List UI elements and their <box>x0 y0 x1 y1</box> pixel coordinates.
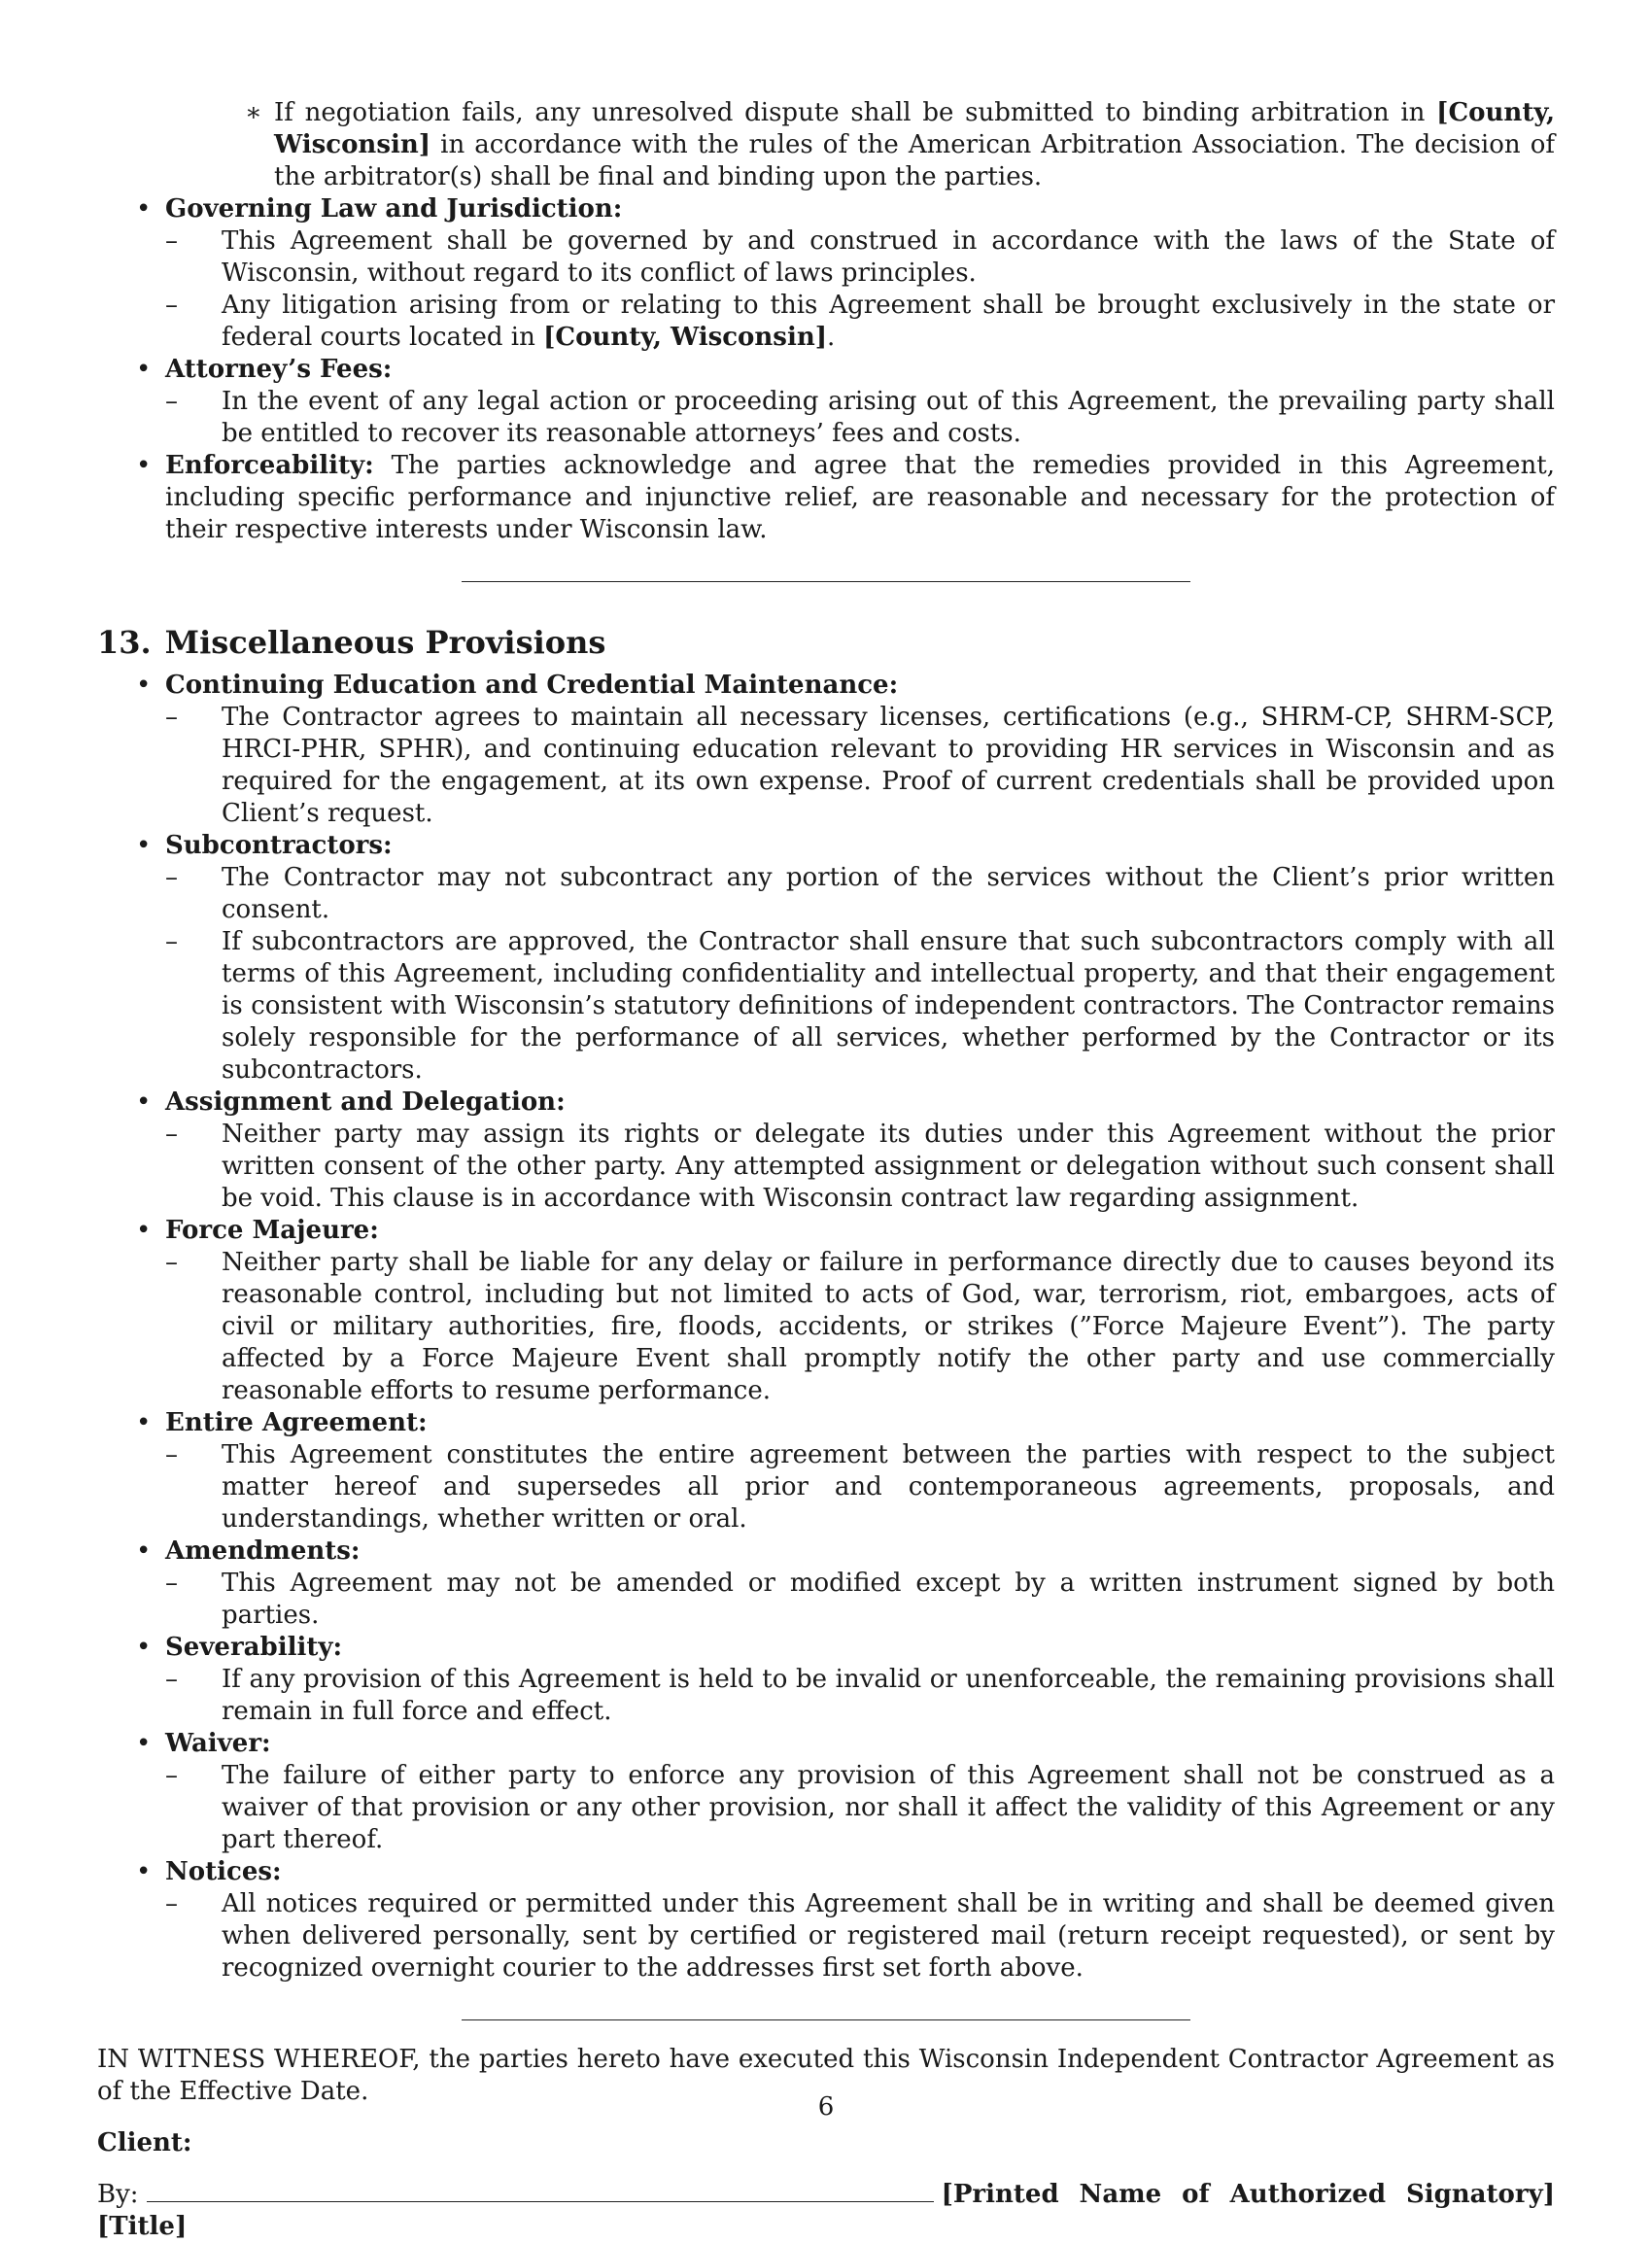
by-label: By: <box>97 2180 139 2209</box>
signature-line[interactable] <box>147 2180 934 2202</box>
section13-provisions <box>97 670 1555 1984</box>
list-item: – All notices required or permitted under this Agreement shall be in writing and shall be deemed given when delivered personally, sent by certified or registered mail (return receipt requested), or sent by recognized overnight courier to the addresses first set forth above. <box>165 1888 1555 1984</box>
county-placeholder: [County, Wisconsin] <box>274 98 1555 159</box>
list-item: – This Agreement constitutes the entire agreement between the parties with respect to the subject matter hereof and supersedes all prior and contemporaneous agreements, proposals, and understandings, whether written or oral. <box>165 1439 1555 1536</box>
signature-block <box>97 2179 1555 2243</box>
printed-name-placeholder: [Printed Name of Authorized Signatory] [Title] <box>97 2180 1555 2241</box>
section-heading: 13. Miscellaneous Provisions <box>97 624 606 661</box>
county-placeholder: [County, Wisconsin] <box>543 323 828 352</box>
client-label: Client: <box>97 2128 192 2157</box>
notices-item: • Notices: – All notices required or permitted under this Agreement shall be in writing and shall be deemed given when delivered personally, sent by certified or registered mail (return receipt requested), or sent by recognized overnight courier to the addresses first set forth above. <box>97 1856 1555 1984</box>
list-item: – Neither party shall be liable for any delay or failure in performance directly due to causes beyond its reasonable control, including but not limited to acts of God, war, terrorism, riot, embargoes, acts of civil or military authorities, fire, floods, accidents, or strikes (”Force Majeure Event”). The party affected by a Force Majeure Event shall promptly notify the other party and use commercially reasonable efforts to resume performance. <box>165 1247 1555 1407</box>
attorneys-fees-item: • Attorney’s Fees: – In the event of any legal action or proceeding arising out of this Agreement, the prevailing party shall be entitled to recover its reasonable attorneys’ fees and costs. <box>97 354 1555 450</box>
section12-provisions <box>97 193 1555 546</box>
continuing-education-item: • Continuing Education and Credential Maintenance: – The Contractor agrees to maintain all necessary licenses, certifications (e.g., SHRM-CP, SHRM-SCP, HRCI-PHR, SPHR), and continuing education relevant to providing HR services in Wisconsin and as required for the engagement, at its own expense. Proof of current credentials shall be provided upon Client’s request. <box>97 670 1555 830</box>
amendments-item: • Amendments: – This Agreement may not be amended or modified except by a written instrument signed by both parties. <box>97 1536 1555 1632</box>
list-item: – This Agreement shall be governed by and construed in accordance with the laws of the State of Wisconsin, without regard to its conflict of laws principles. <box>165 225 1555 290</box>
witness-paragraph: IN WITNESS WHEREOF, the parties hereto have executed this Wisconsin Independent Contractor Agreement as of the Effective Date. <box>97 2045 1555 2106</box>
waiver-item: • Waiver: – The failure of either party to enforce any provision of this Agreement shall not be construed as a waiver of that provision or any other provision, nor shall it affect the validity of this Agreement or any part thereof. <box>97 1728 1555 1856</box>
severability-item: • Severability: – If any provision of this Agreement is held to be invalid or unenforceable, the remaining provisions shall remain in full force and effect. <box>97 1632 1555 1728</box>
force-majeure-item: • Force Majeure: – Neither party shall be liable for any delay or failure in performance directly due to causes beyond its reasonable control, including but not limited to acts of God, war, terrorism, riot, embargoes, acts of civil or military authorities, fire, floods, accidents, or strikes (”Force Majeure Event”). The party affected by a Force Majeure Event shall promptly notify the other party and use commercially reasonable efforts to resume performance. <box>97 1215 1555 1407</box>
enforceability-item: • Enforceability: The parties acknowledge and agree that the remedies provided in this Agreement, including specific performance and injunctive relief, are reasonable and necessary for the protection of their respective interests under Wisconsin law. <box>97 450 1555 546</box>
governing-law-item: • Governing Law and Jurisdiction: – This Agreement shall be governed by and construed in accordance with the laws of the State of Wisconsin, without regard to its conflict of laws principles. – Any litigation arising from or relating to this Agreement shall be brought exclusively in the state or federal courts located in [County, Wisconsin]. <box>97 193 1555 354</box>
list-item: – Any litigation arising from or relating to this Agreement shall be brought exclusively in the state or federal courts located in [County, Wisconsin]. <box>165 290 1555 354</box>
list-item: – The Contractor may not subcontract any portion of the services without the Client’s prior written consent. <box>165 862 1555 926</box>
document-page <box>97 97 1555 2243</box>
subcontractors-item: • Subcontractors: – The Contractor may not subcontract any portion of the services without the Client’s prior written consent. – If subcontractors are approved, the Contractor shall ensure that such subcontractors comply with all terms of this Agreement, including confidentiality and intellectual property, and that their engagement is consistent with Wisconsin’s statutory definitions of independent contractors. The Contractor remains solely responsible for the performance of all services, whether performed by the Contractor or its subcontractors. <box>97 830 1555 1087</box>
list-item: – The Contractor agrees to maintain all necessary licenses, certifications (e.g., SHRM-CP, SHRM-SCP, HRCI-PHR, SPHR), and continuing education relevant to providing HR services in Wisconsin and as required for the engagement, at its own expense. Proof of current credentials shall be provided upon Client’s request. <box>165 702 1555 830</box>
section-divider <box>462 2019 1190 2020</box>
section-divider <box>462 581 1190 582</box>
list-item: – Neither party may assign its rights or delegate its duties under this Agreement without the prior written consent of the other party. Any attempted assignment or delegation without such consent shall be void. This clause is in accordance with Wisconsin contract law regarding assignment. <box>165 1119 1555 1215</box>
arbitration-list <box>97 97 1555 193</box>
list-item: ∗ If negotiation fails, any unresolved dispute shall be submitted to binding arbitration in [County, Wisconsin] in accordance with the rules of the American Arbitration Association. The decision of the arbitrator(s) shall be final and binding upon the parties. <box>97 97 1555 193</box>
list-item: – The failure of either party to enforce any provision of this Agreement shall not be construed as a waiver of that provision or any other provision, nor shall it affect the validity of this Agreement or any part thereof. <box>165 1760 1555 1856</box>
list-item: – If subcontractors are approved, the Contractor shall ensure that such subcontractors comply with all terms of this Agreement, including confidentiality and intellectual property, and that their engagement is consistent with Wisconsin’s statutory definitions of independent contractors. The Contractor remains solely responsible for the performance of all services, whether performed by the Contractor or its subcontractors. <box>165 926 1555 1087</box>
list-item: – If any provision of this Agreement is held to be invalid or unenforceable, the remaining provisions shall remain in full force and effect. <box>165 1664 1555 1728</box>
entire-agreement-item: • Entire Agreement: – This Agreement constitutes the entire agreement between the parties with respect to the subject matter hereof and supersedes all prior and contemporaneous agreements, proposals, and understandings, whether written or oral. <box>97 1407 1555 1536</box>
page-number: 6 <box>817 2092 835 2122</box>
assignment-item: • Assignment and Delegation: – Neither party may assign its rights or delegate its duties under this Agreement without the prior written consent of the other party. Any attempted assignment or delegation without such consent shall be void. This clause is in accordance with Wisconsin contract law regarding assignment. <box>97 1087 1555 1215</box>
list-item: – In the event of any legal action or proceeding arising out of this Agreement, the prevailing party shall be entitled to recover its reasonable attorneys’ fees and costs. <box>165 386 1555 450</box>
list-item: – This Agreement may not be amended or modified except by a written instrument signed by both parties. <box>165 1568 1555 1632</box>
